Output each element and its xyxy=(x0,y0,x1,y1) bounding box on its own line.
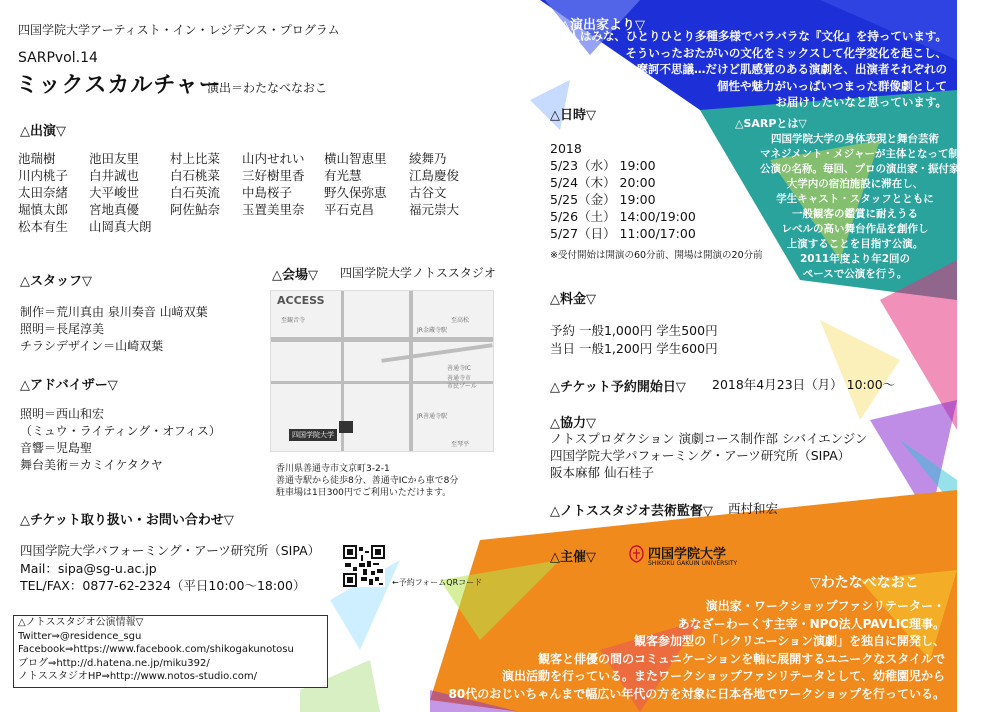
cast-member: 白石英流 xyxy=(170,185,221,200)
cast-member: 白井誠也 xyxy=(89,168,140,183)
qr-note: ←予約フォームQRコード xyxy=(392,578,483,587)
staff-line: チラシデザイン＝山崎双葉 xyxy=(20,339,164,353)
map-university-marker: 四国学院大学 xyxy=(289,429,337,441)
cast-column xyxy=(89,150,152,235)
venue-heading: △会場▽ xyxy=(272,268,318,283)
profile-line: 演出家・ワークショップファシリテーター・ xyxy=(705,599,945,613)
map-label: 至高松 xyxy=(451,317,470,324)
staff-line: 制作＝荒川真由 泉川奏音 山﨑双葉 xyxy=(20,305,208,319)
profile-text xyxy=(449,598,945,703)
schedule-year: 2018 xyxy=(550,141,582,156)
director-credit: 演出＝わたなべなおこ xyxy=(207,81,328,95)
profile-line: 観客と俳優の間のコミュニケーションを軸に展開するユニークなスタイルで xyxy=(537,651,945,666)
sarp-line: ペースで公演を行う。 xyxy=(802,268,908,280)
cast-heading: △出演▽ xyxy=(20,124,66,139)
advisor-line: 舞台美術＝カミイケタクヤ xyxy=(20,458,163,472)
profile-line: 80代のおじいちゃんまで幅広い年代の方を対象に日本各地でワークショップを行っている。 xyxy=(448,686,945,701)
advisors-list xyxy=(20,406,221,474)
cast-member: 堀慎太郎 xyxy=(18,202,69,217)
map-label: JR金蔵寺駅 xyxy=(417,327,447,334)
sarp-line: マネジメント・メジャーが主体となって制作する xyxy=(760,148,990,160)
map-label: 善通寺市 xyxy=(447,375,472,382)
cast-member: 大平峻世 xyxy=(89,185,140,200)
fee-list xyxy=(550,322,718,358)
map-road xyxy=(271,337,493,342)
venue-parking: 駐車場は1日300円でご利用いただけます。 xyxy=(276,488,452,498)
fee-heading: △料金▽ xyxy=(550,292,596,307)
cast-member: 白石桃菜 xyxy=(170,168,221,183)
sarp-line: 公演の名称。毎回、プロの演出家・振付家が xyxy=(760,163,970,175)
map-label: JR善通寺駅 xyxy=(417,413,447,420)
advisor-line: 音響＝児島聖 xyxy=(20,441,93,455)
blog-link[interactable]: ブログ⇒http://d.hatena.ne.jp/miku392/ xyxy=(18,657,210,669)
profile-line: 観客参加型の「レクリエーション演劇」を独自に開発し、 xyxy=(633,634,945,648)
fee-line: 当日 一般1,200円 学生600円 xyxy=(550,341,718,356)
schedule-date: 5/23（水） 19:00 xyxy=(550,158,656,173)
organizer-name-en: SHIKOKU GAKUIN UNIVERSITY xyxy=(648,560,738,567)
venue-details xyxy=(276,463,458,499)
venue-address: 香川県善通寺市文京町3-2-1 xyxy=(276,464,390,474)
ticket-start-heading: △チケット予約開始日▽ xyxy=(550,380,686,395)
program-name: 四国学院大学アーティスト・イン・レジデンス・プログラム xyxy=(18,23,340,37)
sarp-line: レベルの高い舞台作品を創作し xyxy=(781,223,929,235)
cast-column xyxy=(170,150,220,218)
message-heading: △演出家より▽ xyxy=(560,18,645,33)
cast-column xyxy=(18,150,68,235)
contact-mail[interactable]: Mail：sipa@sg-u.ac.jp xyxy=(20,561,157,576)
cast-member: 宮地真優 xyxy=(89,202,140,217)
cast-member: 山内せれい xyxy=(242,151,305,166)
twitter-link[interactable]: Twitter⇒@residence_sgu xyxy=(18,630,142,642)
message-line: 個性や魅力がいっぱいつまった群像劇として xyxy=(717,78,947,93)
cooperation-list xyxy=(550,430,867,481)
cooperation-line: 阪本麻郁 仙石桂子 xyxy=(550,465,654,480)
cast-member: 有光慧 xyxy=(324,168,362,183)
sarp-line: 大学内の宿泊施設に滞在し、 xyxy=(786,178,924,190)
organizer-name: 四国学院大学 xyxy=(648,547,727,562)
advisor-line: 照明＝西山和宏 xyxy=(20,407,105,421)
map-road xyxy=(381,343,492,363)
supervisor-heading: △ノトススタジオ芸術監督▽ xyxy=(550,504,713,519)
cast-member: 綾舞乃 xyxy=(409,151,447,166)
map-railway xyxy=(409,291,413,451)
profile-line: あなざーわーくす主宰・NPO法人PAVLIC理事。 xyxy=(677,616,945,631)
venue-access: 善通寺駅から徒歩8分、善通寺ICから車で8分 xyxy=(276,476,459,486)
advisor-line: （ミュウ・ライティング・オフィス） xyxy=(20,424,221,438)
director-message xyxy=(568,28,947,111)
schedule-list xyxy=(550,140,696,242)
cast-member: 太田奈緒 xyxy=(18,185,69,200)
access-map xyxy=(270,290,494,452)
sarp-line: 学生キャスト・スタッフとともに xyxy=(776,193,934,205)
advisors-heading: △アドバイザー▽ xyxy=(20,378,118,393)
cast-member: 阿佐鮎奈 xyxy=(170,202,221,217)
homepage-link[interactable]: ノトススタジオHP⇒http://www.notos-studio.com/ xyxy=(18,671,258,683)
map-title: ACCESS xyxy=(277,294,325,307)
schedule-date: 5/25（金） 19:00 xyxy=(550,192,656,207)
schedule-date: 5/24（木） 20:00 xyxy=(550,175,656,190)
cast-member: 横山智恵里 xyxy=(324,151,387,166)
cast-member: 川内桃子 xyxy=(18,168,69,183)
cast-member: 平石克昌 xyxy=(324,202,375,217)
cast-member: 池瑞樹 xyxy=(18,151,56,166)
contact-org: 四国学院大学パフォーミング・アーツ研究所（SIPA） xyxy=(20,543,321,558)
message-line: お届けしたいなと思っています。 xyxy=(775,95,947,109)
map-building xyxy=(339,421,353,433)
map-label: 善通寺IC xyxy=(447,365,471,372)
schedule-heading: △日時▽ xyxy=(550,108,596,123)
ticket-start-date: 2018年4月23日（月） 10:00～ xyxy=(712,377,896,392)
schedule-note: ※受付開始は開演の60分前、開場は開演の20分前 xyxy=(550,250,763,261)
cast-member: 古谷文 xyxy=(409,185,447,200)
fee-line: 予約 一般1,000円 学生500円 xyxy=(550,323,718,338)
university-crest-icon xyxy=(629,545,644,563)
schedule-date: 5/27（日） 11:00/17:00 xyxy=(550,226,696,241)
staff-heading: △スタッフ▽ xyxy=(20,274,92,289)
cast-column xyxy=(242,150,305,218)
sarp-line: 上演することを目指す公演。 xyxy=(786,238,924,250)
map-label: 市民プール xyxy=(447,383,477,390)
cast-column xyxy=(324,150,387,218)
cast-member: 福元崇大 xyxy=(409,202,460,217)
cast-member: 村上比菜 xyxy=(170,151,221,166)
info-heading: △ノトススタジオ公演情報▽ xyxy=(18,617,144,628)
cast-member: 野久保弥恵 xyxy=(324,185,387,200)
staff-line: 照明＝長尾淳美 xyxy=(20,322,105,336)
message-line: 人はみな、ひとりひとり多種多様でバラバラな『文化』を持っています。 xyxy=(568,29,947,43)
sarp-line: 2011年度より年2回の xyxy=(799,253,911,265)
cast-member: 山岡真大朗 xyxy=(89,219,152,234)
supervisor-name: 西村和宏 xyxy=(728,501,779,516)
map-label: 至琴平 xyxy=(451,441,470,448)
message-line: 摩訶不思議…だけど肌感覚のある演劇を、出演者それぞれの xyxy=(636,62,947,76)
facebook-link[interactable]: Facebook⇒https://www.facebook.com/shikogakunotosu xyxy=(18,644,294,656)
contact-tel: TEL/FAX：0877-62-2324（平日10:00～18:00） xyxy=(20,578,306,593)
schedule-date: 5/26（土） 14:00/19:00 xyxy=(550,209,696,224)
profile-heading: ▽わたなべなおこ xyxy=(810,575,919,591)
staff-list xyxy=(20,304,208,355)
cast-column xyxy=(409,150,459,218)
cast-member: 池田友里 xyxy=(89,151,140,166)
contact-heading: △チケット取り扱い・お問い合わせ▽ xyxy=(20,513,234,528)
volume-label: SARPvol.14 xyxy=(18,50,98,66)
sarp-description xyxy=(760,132,990,282)
cooperation-line: 四国学院大学パフォーミング・アーツ研究所（SIPA） xyxy=(550,448,851,463)
cast-member: 松本有生 xyxy=(18,219,69,234)
cast-member: 玉置美里奈 xyxy=(242,202,305,217)
map-label: 至観音寺 xyxy=(281,317,306,324)
reservation-qr-code[interactable] xyxy=(343,545,385,587)
cast-member: 江島慶俊 xyxy=(409,168,460,183)
cast-member: 三好樹里香 xyxy=(242,168,305,183)
show-title: ミックスカルチャー xyxy=(16,73,222,98)
sarp-line: 一般観客の鑑賞に耐えうる xyxy=(792,208,918,220)
official-info-box xyxy=(13,615,328,688)
message-line: そういったおたがいの文化をミックスして化学変化を起こし、 xyxy=(625,45,947,60)
venue-name: 四国学院大学ノトススタジオ xyxy=(340,266,496,280)
sarp-heading: △SARPとは▽ xyxy=(735,117,807,130)
cooperation-heading: △協力▽ xyxy=(550,416,596,431)
profile-line: 演出活動を行っている。またワークショップファシリテータとして、幼稚園児から xyxy=(501,669,945,683)
cooperation-line: ノトスプロダクション 演劇コース制作部 シバイエンジン xyxy=(550,431,868,446)
organizer-heading: △主催▽ xyxy=(550,550,596,565)
cast-member: 中島桜子 xyxy=(242,185,293,200)
sarp-line: 四国学院大学の身体表現と舞台芸術 xyxy=(771,133,939,145)
